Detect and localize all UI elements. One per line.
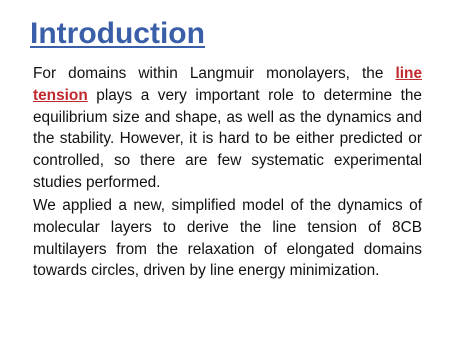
slide-title: Introduction: [30, 17, 205, 50]
paragraph-1-lead-text: For domains within Langmuir monolayers, the: [33, 65, 396, 82]
line-tension-keyword: line tension: [33, 65, 422, 104]
intro-paragraph-2: We applied a new, simplified model of the dynamics of molecular layers to derive the line tension of 8CB multilayers from the relaxation of elongated domains towards circles, driven by line energy minimization.: [33, 197, 422, 280]
intro-paragraph-1: [33, 63, 422, 194]
paragraph-1-rest-text: plays a very important role to determine the equilibrium size and shape, as well as the dynamics and the stability. However, it is hard to be either predicted or controlled, so there are few systematic experimental studies performed.: [33, 86, 422, 191]
